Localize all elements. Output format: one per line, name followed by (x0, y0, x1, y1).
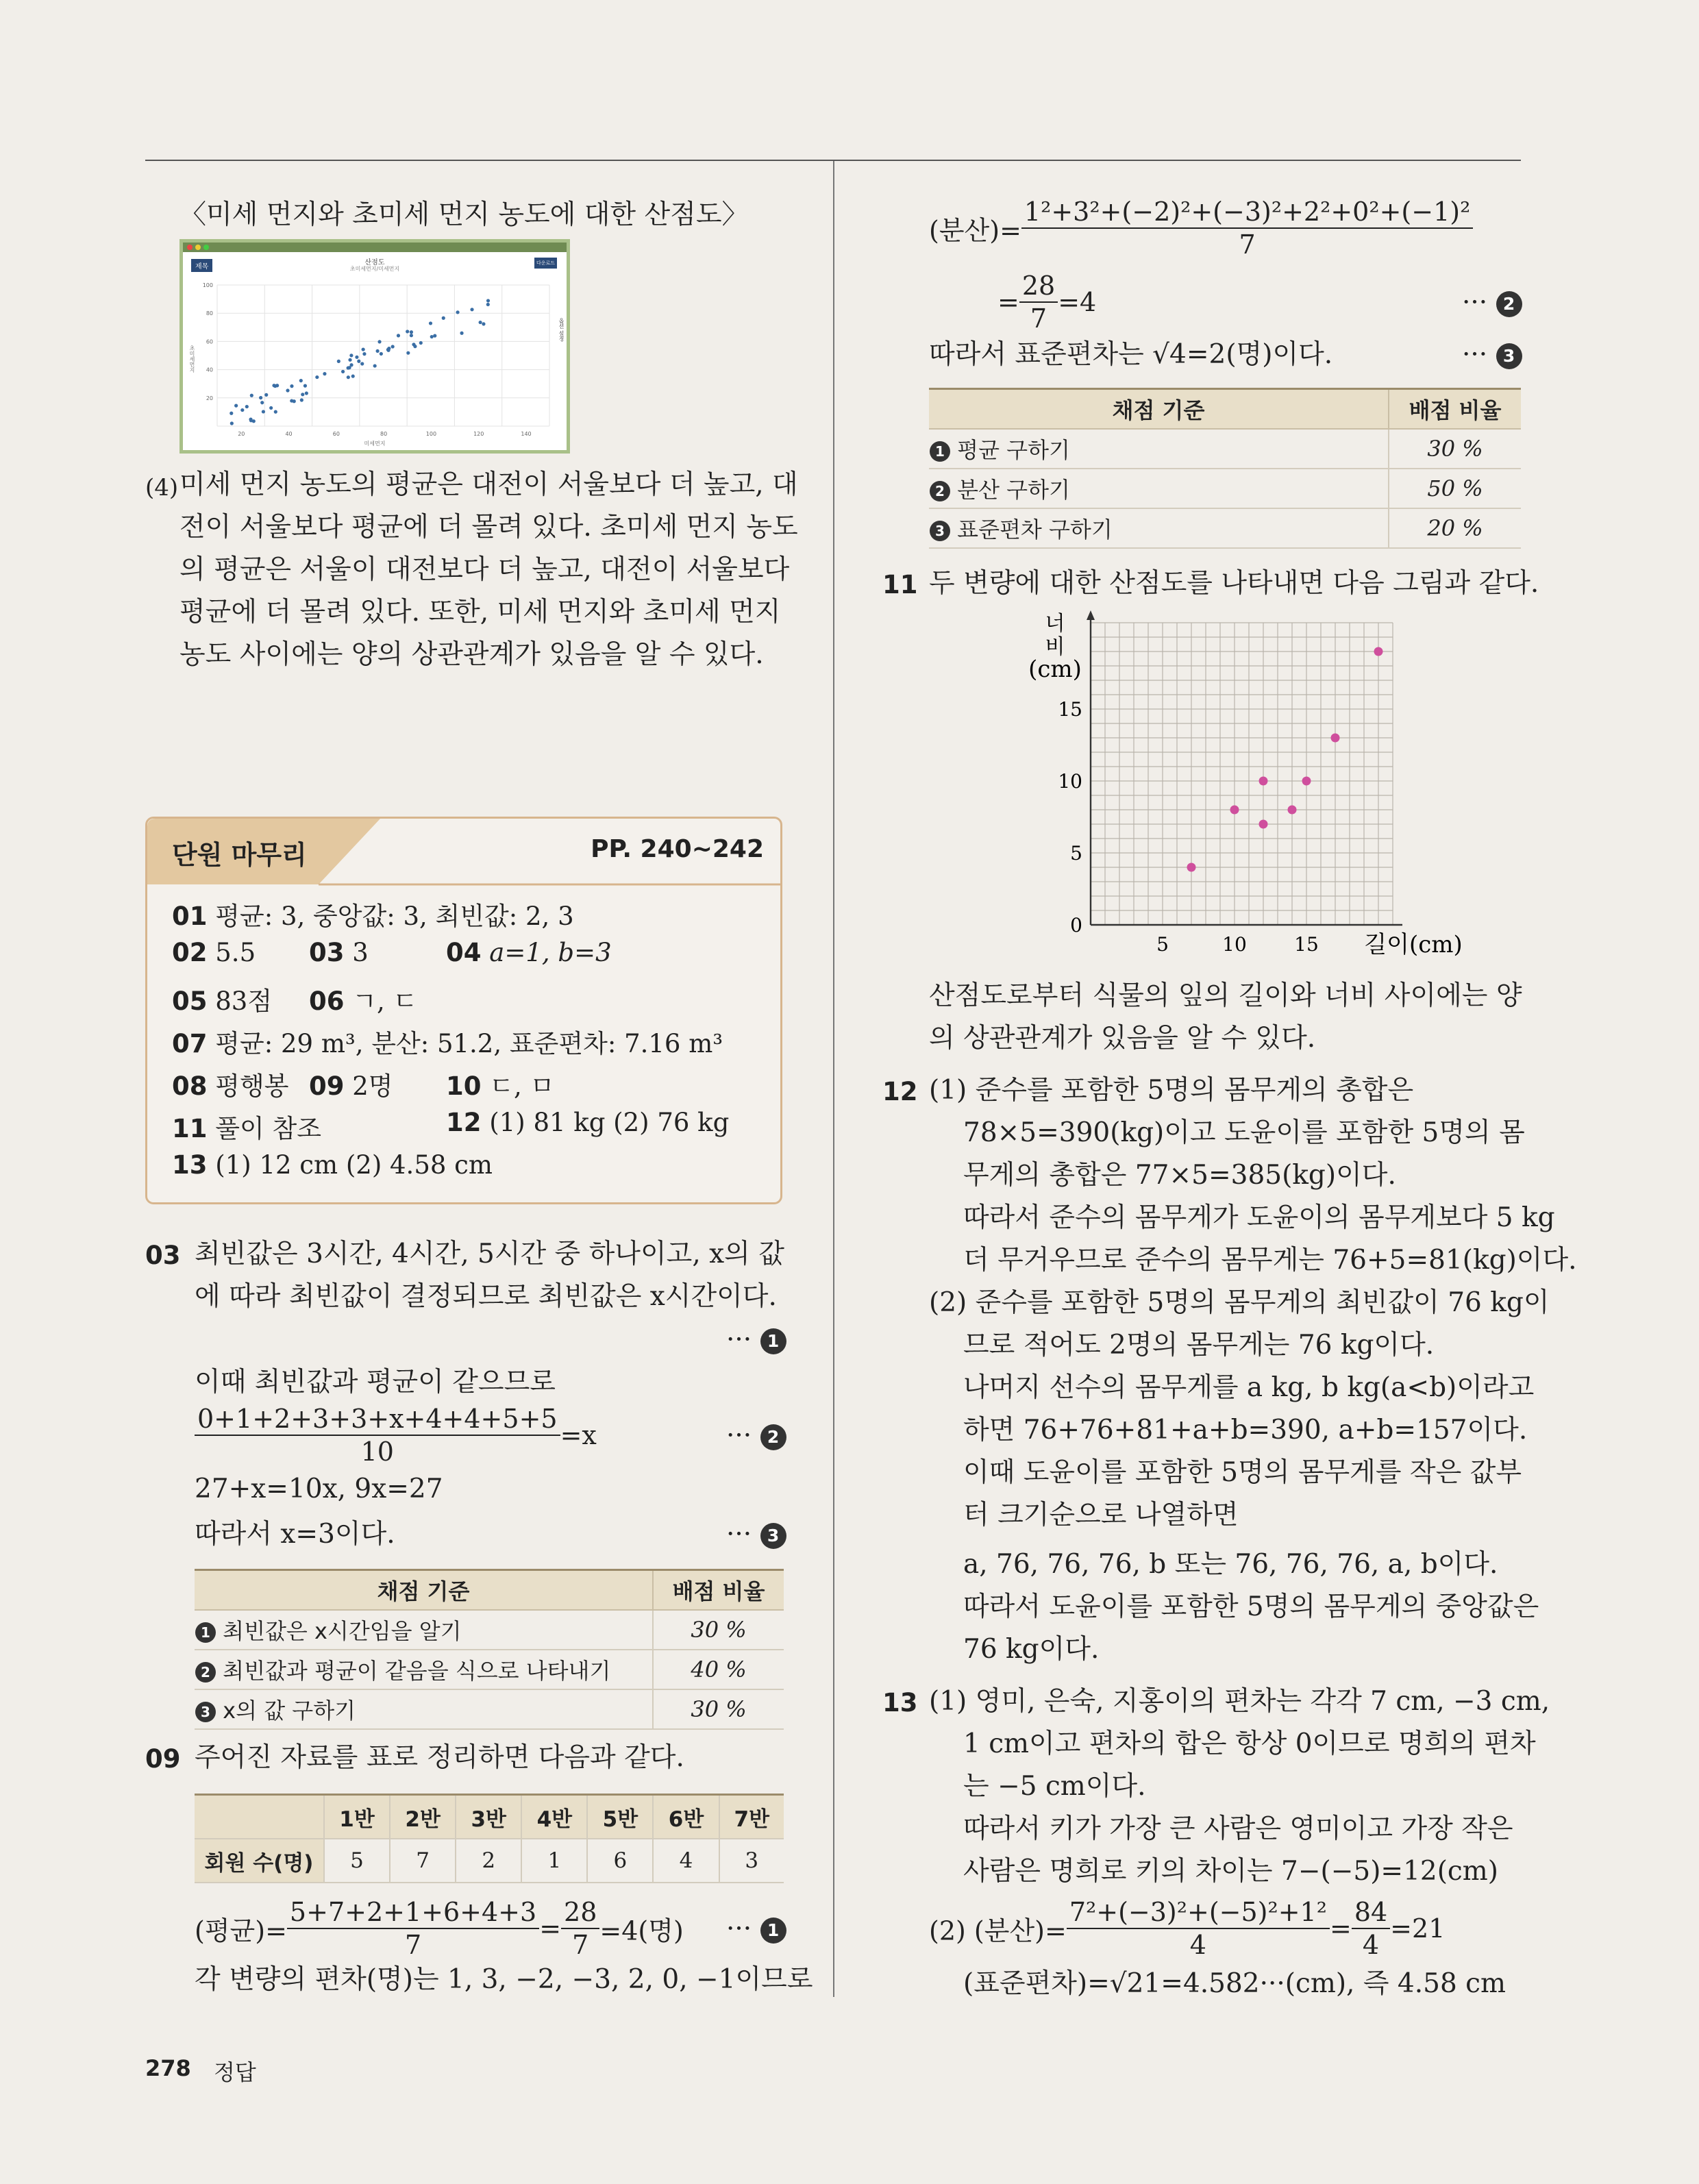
page-number: 278 (145, 2055, 191, 2081)
unit-summary-box (145, 817, 782, 1204)
thumb-point (470, 308, 473, 311)
summary-item: 11 풀이 참조 (172, 1114, 321, 1143)
y-tick-label: 0 (1070, 914, 1082, 936)
summary-item: 10 ㄷ, ㅁ (446, 1071, 555, 1101)
scatter-point (1331, 734, 1340, 743)
thumb-point (386, 349, 390, 352)
p03-equation: $\frac{0+1+2+3+3+x+4+4+5+5}{10}$ =x (195, 1403, 597, 1467)
p09-marker-1: ··· 1 (726, 1910, 786, 1948)
thumb-point (456, 310, 459, 314)
thumb-y-tick: 20 (206, 395, 213, 401)
thumb-point (337, 360, 340, 363)
p09-class-table: 1반 2반 3반 4반 5반 6반 7반 회원 수(명) 5 7 2 1 6 4 3 (195, 1794, 784, 1883)
thumb-point (460, 332, 463, 335)
p11-after-1: 산점도로부터 식물의 잎의 길이와 너비 사이에는 양 (929, 980, 1522, 1011)
thumb-point (303, 384, 307, 388)
thumb-point (347, 375, 350, 379)
thumb-subtitle: 초미세먼지/미세먼지 (349, 266, 400, 272)
thumb-point (349, 363, 353, 367)
thumb-point (413, 345, 417, 348)
thumb-x-tick: 100 (425, 431, 437, 437)
thumb-point (264, 393, 268, 397)
thumb-point (406, 330, 409, 333)
table-row: 3 x의 값 구하기 30 % (195, 1689, 784, 1729)
page-section: 정답 (214, 2059, 256, 2085)
thumb-y-tick: 80 (206, 310, 213, 317)
thumb-point (410, 334, 413, 337)
p11-line-1: 두 변량에 대한 산점도를 나타내면 다음 그림과 같다. (929, 568, 1539, 599)
grading-header-criteria: 채점 기준 (195, 1570, 653, 1611)
table-row: 3 표준편차 구하기 20 % (929, 508, 1521, 548)
thumb-y-tick: 100 (202, 282, 213, 288)
thumb-point (315, 375, 319, 379)
p09-variance-result: = $\frac{28}{7}$ =4 (997, 271, 1097, 334)
thumb-point (373, 364, 377, 367)
thumb-point (380, 352, 383, 356)
p13-line: 따라서 키가 가장 큰 사람은 영미이고 가장 작은 (963, 1813, 1513, 1844)
thumb-point (419, 341, 423, 345)
p12-line: 이때 도윤이를 포함한 5명의 몸무게를 작은 값부 (963, 1457, 1522, 1488)
p09-marker-3: ··· 3 (1462, 336, 1522, 374)
summary-item: 07 평균: 29 m³, 분산: 51.2, 표준편차: 7.16 m³ (172, 1029, 723, 1058)
p11-after-2: 의 상관관계가 있음을 알 수 있다. (929, 1023, 1316, 1054)
thumb-point (300, 398, 303, 401)
thumb-point (406, 351, 410, 355)
thumb-point (362, 347, 365, 351)
thumb-point (362, 352, 366, 356)
thumb-point (486, 299, 490, 302)
problem-03-number: 03 (145, 1241, 181, 1270)
table-row: 1 평균 구하기 30 % (929, 429, 1521, 469)
thumb-point (274, 410, 277, 414)
thumb-point (286, 388, 289, 392)
thumb-point (323, 372, 326, 375)
scatter-point (1374, 647, 1383, 656)
p12-line: 따라서 도윤이를 포함한 5명의 몸무게의 중앙값은 (963, 1591, 1539, 1622)
x-axis-label: 길이(cm) (1364, 931, 1463, 958)
thumb-point (348, 358, 351, 362)
p12-line: (2) 준수를 포함한 5명의 몸무게의 최빈값이 76 kg이 (929, 1287, 1550, 1318)
p03-grading-table (195, 1569, 784, 1730)
summary-item: 13 (1) 12 cm (2) 4.58 cm (172, 1150, 493, 1180)
thumb-title: 산점도 (364, 259, 385, 266)
p13-line: 사람은 명희로 키의 차이는 7−(−5)=12(cm) (963, 1856, 1498, 1887)
p03-marker-1: ··· 1 (726, 1321, 786, 1359)
thumb-xlabel: 미세먼지 (364, 440, 386, 447)
scatter-point (1288, 806, 1297, 815)
p03-line-3: 이때 최빈값과 평균이 같으므로 (195, 1367, 556, 1398)
scatter-chart-11 (1014, 612, 1463, 970)
y-tick-label: 15 (1058, 698, 1082, 721)
y-axis-label: 너 (1045, 612, 1065, 636)
thumb-plot (183, 243, 567, 450)
scatter-point (1230, 806, 1239, 815)
thumb-point (299, 379, 303, 382)
thumb-point (430, 335, 434, 338)
p09-sd-line: 따라서 표준편차는 √4=2(명)이다. (929, 339, 1333, 370)
p12-line: 76 kg이다. (963, 1634, 1100, 1665)
thumb-x-tick: 40 (285, 431, 293, 437)
thumb-point (230, 421, 234, 425)
thumb-point (269, 406, 273, 410)
thumb-x-tick: 60 (332, 431, 340, 437)
p09-marker-2: ··· 2 (1462, 284, 1522, 322)
grading-header-ratio: 배점 비율 (1389, 389, 1521, 430)
thumb-x-tick: 140 (521, 431, 532, 437)
p03-line-1: 최빈값은 3시간, 4시간, 5시간 중 하나이고, x의 값 (195, 1239, 784, 1269)
thumb-x-tick: 80 (380, 431, 388, 437)
p13-line: (1) 영미, 은숙, 지홍이의 편차는 각각 7 cm, −3 cm, (929, 1686, 1550, 1717)
thumb-point (230, 412, 233, 415)
table-row: 2 최빈값과 평균이 같음을 식으로 나타내기 40 % (195, 1650, 784, 1689)
thumb-point (429, 321, 432, 325)
problem-11-number: 11 (882, 570, 918, 599)
p03-marker-2: ··· 2 (726, 1417, 786, 1455)
thumb-point (259, 396, 262, 399)
scatter-point (1187, 863, 1196, 872)
q4-line-4: 평균에 더 몰려 있다. 또한, 미세 먼지와 초미세 먼지 (179, 597, 781, 628)
thumb-point (410, 330, 413, 334)
thumb-x-tick: 120 (473, 431, 484, 437)
problem-13-number: 13 (882, 1688, 918, 1717)
x-tick-label: 5 (1156, 933, 1169, 956)
p13-sd-line: (표준편차)=√21=4.582···(cm), 즉 4.58 cm (963, 1968, 1506, 1999)
table-row: 2 분산 구하기 50 % (929, 469, 1521, 508)
thumb-ylabel: 초미세먼지 (189, 345, 195, 373)
thumb-point (234, 404, 238, 408)
p09-deviation-line: 각 변량의 편차(명)는 1, 3, −2, −3, 2, 0, −1이므로 (195, 1964, 813, 1995)
p12-line: a, 76, 76, 76, b 또는 76, 76, 76, a, b이다. (963, 1549, 1498, 1580)
p12-line: 따라서 준수의 몸무게가 도윤이의 몸무게보다 5 kg (963, 1202, 1555, 1233)
scatter-point (1259, 777, 1268, 786)
q4-line-5: 농도 사이에는 양의 상관관계가 있음을 알 수 있다. (179, 639, 764, 670)
thumb-point (305, 391, 308, 395)
p09-variance-equation: (분산)= $\frac{\text{1²+3²+(−2)²+(−3)²+2²+0²+(−1)²}}{7}$ (929, 196, 1473, 260)
problem-12-number: 12 (882, 1077, 918, 1106)
p12-line: 더 무거우므로 준수의 몸무게는 76+5=81(kg)이다. (963, 1245, 1577, 1276)
p12-line: 나머지 선수의 몸무게를 a kg, b kg(a<b)이라고 (963, 1372, 1535, 1403)
summary-pages: PP. 240~242 (591, 835, 764, 863)
summary-title: 단원 마무리 (172, 840, 307, 870)
p13-line: 1 cm이고 편차의 합은 항상 0이므로 명희의 편차 (963, 1728, 1536, 1759)
y-axis-label: (cm) (1028, 656, 1082, 683)
thumb-point (377, 340, 381, 343)
thumb-point (355, 356, 358, 359)
thumb-point (482, 322, 485, 325)
y-axis-arrow (1087, 610, 1095, 620)
q4-label: (4) (145, 474, 179, 501)
thumb-point (245, 405, 249, 408)
summary-item: 08 평행봉 (172, 1071, 289, 1101)
thumb-y-tick: 40 (206, 367, 213, 373)
grading-header-criteria: 채점 기준 (929, 389, 1389, 430)
thumb-point (486, 303, 490, 306)
p09-mean-equation: (평균)= $\frac{5+7+2+1+6+4+3}{7}$ = $\frac{28}{7}$ =4(명) (195, 1897, 684, 1960)
scatter-point (1302, 777, 1311, 786)
p09-line-1: 주어진 자료를 표로 정리하면 다음과 같다. (195, 1742, 684, 1773)
x-tick-label: 15 (1294, 933, 1319, 956)
y-tick-label: 5 (1070, 842, 1082, 865)
q4-line-2: 전이 서울보다 평균에 더 몰려 있다. 초미세 먼지 농도 (179, 512, 798, 543)
thumb-y-tick: 60 (206, 338, 213, 345)
thumb-point (375, 349, 379, 353)
thumb-point (479, 321, 482, 324)
thumb-point (397, 334, 400, 337)
y-tick-label: 10 (1058, 770, 1082, 793)
thumb-point (360, 362, 364, 365)
thumb-download-button[interactable]: 다운로드 (534, 258, 557, 269)
thumb-point (272, 384, 275, 387)
problem-09-number: 09 (145, 1744, 181, 1774)
p03-line-5: 따라서 x=3이다. (195, 1519, 395, 1550)
p13-variance-equation: (2) (분산)= $\frac{\text{7²+(−3)²+(−5)²+1²}}{4}$ = $\frac{84}{4}$ =21 (929, 1897, 1446, 1960)
p09-grading-table (929, 388, 1521, 549)
p12-line: 하면 76+76+81+a+b=390, a+b=157이다. (963, 1415, 1528, 1445)
thumb-point (357, 360, 360, 363)
p12-line: (1) 준수를 포함한 5명의 몸무게의 총합은 (929, 1075, 1414, 1106)
p12-line: 무게의 총합은 77×5=385(kg)이다. (963, 1160, 1396, 1191)
summary-item: 03 3 (309, 938, 369, 967)
thumb-point (290, 384, 293, 388)
p12-line: 므로 적어도 2명의 몸무게는 76 kg이다. (963, 1330, 1435, 1361)
thumb-x-tick: 20 (238, 431, 245, 437)
p03-marker-3: ··· 3 (726, 1515, 786, 1554)
grading-header-ratio: 배점 비율 (653, 1570, 784, 1611)
thumb-point (240, 408, 244, 412)
thumb-point (290, 399, 293, 402)
thumb-badge[interactable]: 제목 (191, 259, 212, 272)
thumb-point (349, 353, 353, 357)
summary-item: 02 5.5 (172, 938, 256, 967)
thumb-point (341, 370, 345, 373)
p12-line: 터 크기순으로 나열하면 (963, 1500, 1239, 1530)
q4-line-3: 의 평균은 서울이 대전보다 더 높고, 대전이 서울보다 (179, 554, 790, 585)
table-row: 회원 수(명) 5 7 2 1 6 4 3 (195, 1839, 784, 1883)
thumb-point (252, 419, 256, 423)
summary-item: 06 ㄱ, ㄷ (309, 986, 418, 1016)
p13-line: 는 −5 cm이다. (963, 1771, 1146, 1802)
thumb-side-label[interactable]: 옵션 설정 (558, 318, 565, 342)
summary-item: 04 a=1, b=3 (446, 938, 612, 967)
p03-line-4: 27+x=10x, 9x=27 (195, 1474, 443, 1504)
y-axis-label: 비 (1045, 635, 1065, 659)
summary-item: 05 83점 (172, 986, 273, 1016)
scatter-caption: 〈미세 먼지와 초미세 먼지 농도에 대한 산점도〉 (179, 199, 749, 230)
thumb-point (391, 345, 395, 348)
thumb-point (351, 375, 355, 378)
thumb-point (347, 366, 350, 369)
column-divider (833, 161, 834, 1997)
thumb-point (301, 393, 304, 396)
thumb-point (442, 317, 445, 320)
thumb-point (262, 410, 265, 413)
p12-line: 78×5=390(kg)이고 도윤이를 포함한 5명의 몸 (963, 1117, 1525, 1148)
x-tick-label: 10 (1222, 933, 1247, 956)
scatter-thumbnail (179, 239, 570, 454)
summary-item: 12 (1) 81 kg (2) 76 kg (446, 1108, 730, 1137)
table-row: 1 최빈값은 x시간임을 알기 30 % (195, 1610, 784, 1650)
summary-item: 01 평균: 3, 중앙값: 3, 최빈값: 2, 3 (172, 902, 574, 931)
q4-line-1: 미세 먼지 농도의 평균은 대전이 서울보다 더 높고, 대 (179, 469, 798, 500)
scatter-point (1259, 820, 1268, 829)
thumb-point (260, 401, 264, 404)
summary-item: 09 2명 (309, 1071, 393, 1101)
p03-line-2: 에 따라 최빈값이 결정되므로 최빈값은 x시간이다. (195, 1281, 777, 1312)
thumb-point (250, 394, 253, 397)
thumb-point (433, 334, 436, 338)
